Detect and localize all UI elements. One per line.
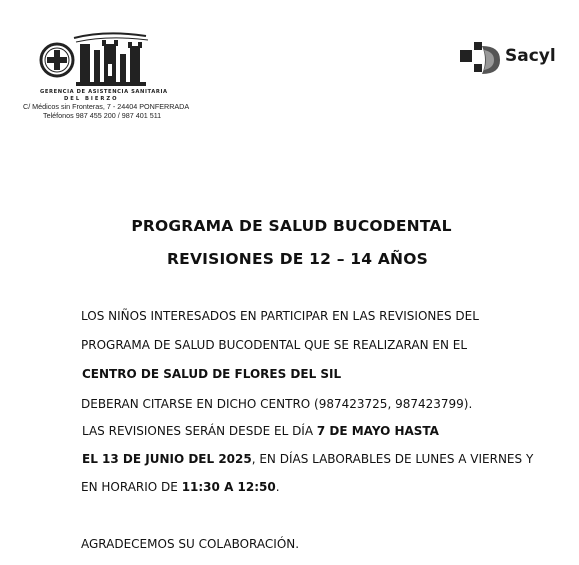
sacyl-wordmark: Sacyl <box>505 46 556 66</box>
health-center-name: CENTRO DE SALUD DE FLORES DEL SIL <box>82 367 342 381</box>
address-text: C/ Médicos sin Fronteras, 7 - 24404 PONFERRADA <box>23 102 190 111</box>
body-line-6 <box>82 452 533 466</box>
schedule-hours: 11:30 A 12:50 <box>181 480 276 494</box>
gerencia-name-line-2: DEL BIERZO <box>64 96 119 102</box>
sacyl-logo-icon <box>458 40 502 80</box>
start-date: 7 DE MAYO HASTA <box>316 424 439 438</box>
gerencia-logo-icon <box>36 30 166 92</box>
body-line-2: PROGRAMA DE SALUD BUCODENTAL QUE SE REALIZARAN EN EL <box>81 338 468 352</box>
body-line-7 <box>81 480 280 494</box>
body-line-3 <box>82 367 341 381</box>
body-line-7-text: EN HORARIO DE <box>81 480 182 494</box>
body-line-5 <box>82 424 439 438</box>
body-line-4: DEBERAN CITARSE EN DICHO CENTRO (987423725, 987423799). <box>81 397 473 411</box>
phones-text: Teléfonos 987 455 200 / 987 401 511 <box>43 111 162 120</box>
document-subtitle: REVISIONES DE 12 – 14 AÑOS <box>167 250 428 268</box>
body-line-6-text: , EN DÍAS LABORABLES DE LUNES A VIERNES Y <box>251 452 534 466</box>
body-line-7-end: . <box>275 480 280 494</box>
body-line-5-text: LAS REVISIONES SERÁN DESDE EL DÍA <box>82 424 317 438</box>
body-line-1: LOS NIÑOS INTERESADOS EN PARTICIPAR EN LAS REVISIONES DEL <box>81 309 479 323</box>
closing-line: AGRADECEMOS SU COLABORACIÓN. <box>81 537 300 551</box>
end-date: EL 13 DE JUNIO DEL 2025 <box>82 452 252 466</box>
gerencia-name-line-1: GERENCIA DE ASISTENCIA SANITARIA <box>40 89 168 95</box>
document-title: PROGRAMA DE SALUD BUCODENTAL <box>131 217 452 235</box>
